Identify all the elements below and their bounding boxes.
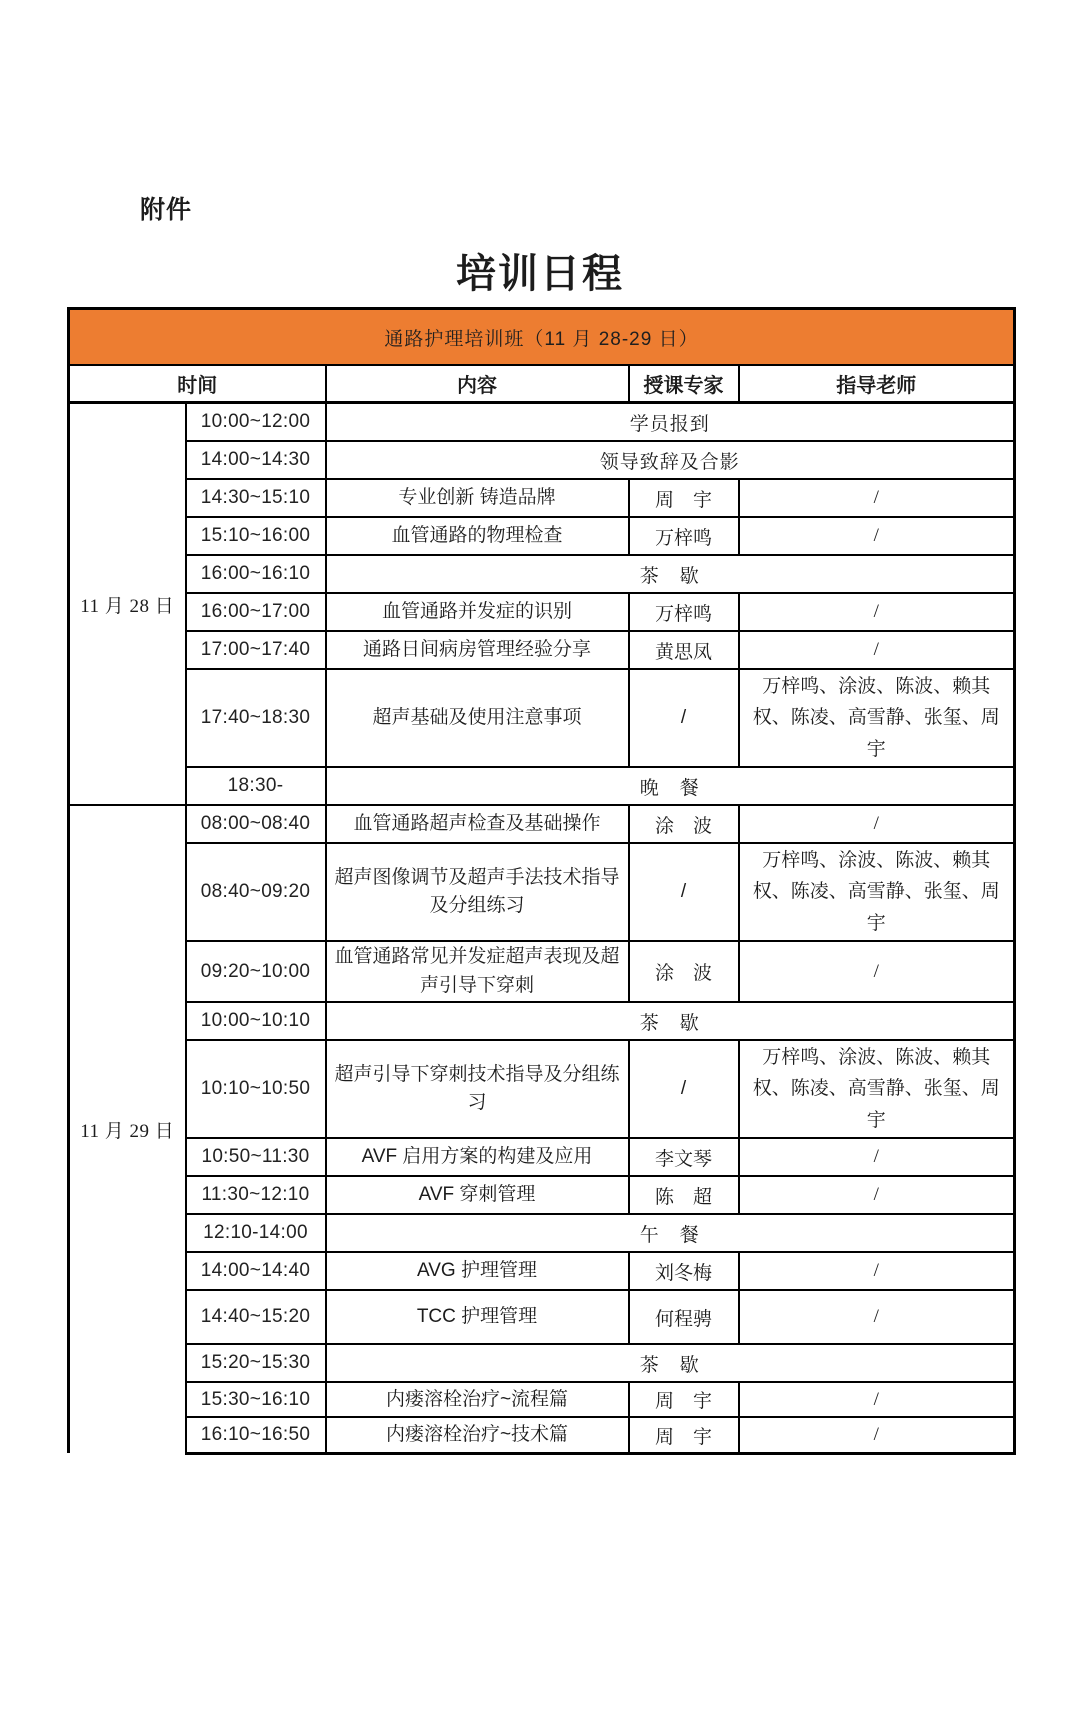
lecturer-cell: 周 宇 <box>629 1382 739 1417</box>
content-cell: AVF 穿刺管理 <box>326 1176 629 1214</box>
time-cell: 10:00~12:00 <box>186 403 326 442</box>
lecturer-cell: 何程骋 <box>629 1290 739 1344</box>
table-row <box>69 1138 1015 1176</box>
merged-cell: 茶 歇 <box>326 1344 1015 1382</box>
time-cell: 11:30~12:10 <box>186 1176 326 1214</box>
table-row <box>69 479 1015 517</box>
merged-cell: 学员报到 <box>326 403 1015 442</box>
table-row <box>69 1344 1015 1382</box>
table-row <box>69 403 1015 442</box>
col-header-instructor: 指导老师 <box>739 365 1015 403</box>
table-row <box>69 517 1015 555</box>
schedule-table <box>67 307 1016 1455</box>
lecturer-cell: 涂 波 <box>629 805 739 843</box>
merged-cell: 茶 歇 <box>326 555 1015 593</box>
lecturer-cell: 黄思凤 <box>629 631 739 669</box>
content-cell: 超声引导下穿刺技术指导及分组练习 <box>326 1040 629 1138</box>
table-row <box>69 1176 1015 1214</box>
merged-cell: 午 餐 <box>326 1214 1015 1252</box>
content-cell: 超声图像调节及超声手法技术指导及分组练习 <box>326 843 629 941</box>
instructor-cell: / <box>739 1382 1015 1417</box>
lecturer-cell: / <box>629 843 739 941</box>
table-row <box>69 555 1015 593</box>
banner-cell: 通路护理培训班（11 月 28-29 日） <box>69 309 1015 366</box>
lecturer-cell: 周 宇 <box>629 479 739 517</box>
date-cell-day1: 11 月 28 日 <box>69 403 186 806</box>
table-row <box>69 631 1015 669</box>
content-cell: 内瘘溶栓治疗~流程篇 <box>326 1382 629 1417</box>
merged-cell: 晚 餐 <box>326 767 1015 805</box>
instructor-cell: / <box>739 1252 1015 1290</box>
table-row <box>69 1382 1015 1417</box>
time-cell: 08:40~09:20 <box>186 843 326 941</box>
time-cell: 14:00~14:30 <box>186 441 326 479</box>
instructor-cell: / <box>739 805 1015 843</box>
content-cell: 血管通路的物理检查 <box>326 517 629 555</box>
table-row <box>69 1417 1015 1453</box>
lecturer-cell: 刘冬梅 <box>629 1252 739 1290</box>
instructor-cell: / <box>739 479 1015 517</box>
content-cell: 血管通路常见并发症超声表现及超声引导下穿刺 <box>326 941 629 1002</box>
banner-row <box>69 309 1015 366</box>
time-cell: 14:30~15:10 <box>186 479 326 517</box>
content-cell: AVF 启用方案的构建及应用 <box>326 1138 629 1176</box>
instructor-cell: / <box>739 941 1015 1002</box>
time-cell: 16:00~16:10 <box>186 555 326 593</box>
merged-cell: 领导致辞及合影 <box>326 441 1015 479</box>
time-cell: 10:50~11:30 <box>186 1138 326 1176</box>
content-cell: 内瘘溶栓治疗~技术篇 <box>326 1417 629 1453</box>
header-row <box>69 365 1015 403</box>
time-cell: 14:00~14:40 <box>186 1252 326 1290</box>
instructor-cell: / <box>739 517 1015 555</box>
instructor-cell: / <box>739 1138 1015 1176</box>
lecturer-cell: 涂 波 <box>629 941 739 1002</box>
time-cell: 15:20~15:30 <box>186 1344 326 1382</box>
time-cell: 09:20~10:00 <box>186 941 326 1002</box>
content-cell: AVG 护理管理 <box>326 1252 629 1290</box>
table-row <box>69 767 1015 805</box>
instructor-cell: / <box>739 593 1015 631</box>
time-cell: 18:30- <box>186 767 326 805</box>
table-row <box>69 1002 1015 1040</box>
content-cell: 血管通路超声检查及基础操作 <box>326 805 629 843</box>
table-row <box>69 1214 1015 1252</box>
instructor-cell: 万梓鸣、涂波、陈波、赖其权、陈凌、高雪静、张玺、周宇 <box>739 843 1015 941</box>
table-row <box>69 941 1015 1002</box>
time-cell: 12:10-14:00 <box>186 1214 326 1252</box>
lecturer-cell: 李文琴 <box>629 1138 739 1176</box>
time-cell: 10:10~10:50 <box>186 1040 326 1138</box>
merged-cell: 茶 歇 <box>326 1002 1015 1040</box>
col-header-time: 时间 <box>69 365 326 403</box>
table-row <box>69 1040 1015 1138</box>
lecturer-cell: 万梓鸣 <box>629 517 739 555</box>
date-cell-day2: 11 月 29 日 <box>69 805 186 1453</box>
instructor-cell: / <box>739 1176 1015 1214</box>
lecturer-cell: 万梓鸣 <box>629 593 739 631</box>
instructor-cell: 万梓鸣、涂波、陈波、赖其权、陈凌、高雪静、张玺、周宇 <box>739 669 1015 767</box>
time-cell: 15:30~16:10 <box>186 1382 326 1417</box>
table-row <box>69 843 1015 941</box>
lecturer-cell: / <box>629 669 739 767</box>
time-cell: 15:10~16:00 <box>186 517 326 555</box>
table-row <box>69 593 1015 631</box>
lecturer-cell: / <box>629 1040 739 1138</box>
time-cell: 16:00~17:00 <box>186 593 326 631</box>
time-cell: 10:00~10:10 <box>186 1002 326 1040</box>
table-row <box>69 805 1015 843</box>
lecturer-cell: 周 宇 <box>629 1417 739 1453</box>
table-row <box>69 669 1015 767</box>
col-header-content: 内容 <box>326 365 629 403</box>
content-cell: 专业创新 铸造品牌 <box>326 479 629 517</box>
time-cell: 08:00~08:40 <box>186 805 326 843</box>
time-cell: 14:40~15:20 <box>186 1290 326 1344</box>
table-row <box>69 1252 1015 1290</box>
content-cell: 超声基础及使用注意事项 <box>326 669 629 767</box>
time-cell: 17:00~17:40 <box>186 631 326 669</box>
lecturer-cell: 陈 超 <box>629 1176 739 1214</box>
instructor-cell: 万梓鸣、涂波、陈波、赖其权、陈凌、高雪静、张玺、周宇 <box>739 1040 1015 1138</box>
instructor-cell: / <box>739 1290 1015 1344</box>
page-title: 培训日程 <box>456 251 624 296</box>
table-row <box>69 1290 1015 1344</box>
col-header-lecturer: 授课专家 <box>629 365 739 403</box>
time-cell: 16:10~16:50 <box>186 1417 326 1453</box>
content-cell: TCC 护理管理 <box>326 1290 629 1344</box>
content-cell: 通路日间病房管理经验分享 <box>326 631 629 669</box>
time-cell: 17:40~18:30 <box>186 669 326 767</box>
instructor-cell: / <box>739 631 1015 669</box>
content-cell: 血管通路并发症的识别 <box>326 593 629 631</box>
table-row <box>69 441 1015 479</box>
instructor-cell: / <box>739 1417 1015 1453</box>
attachment-label: 附件 <box>140 196 193 224</box>
